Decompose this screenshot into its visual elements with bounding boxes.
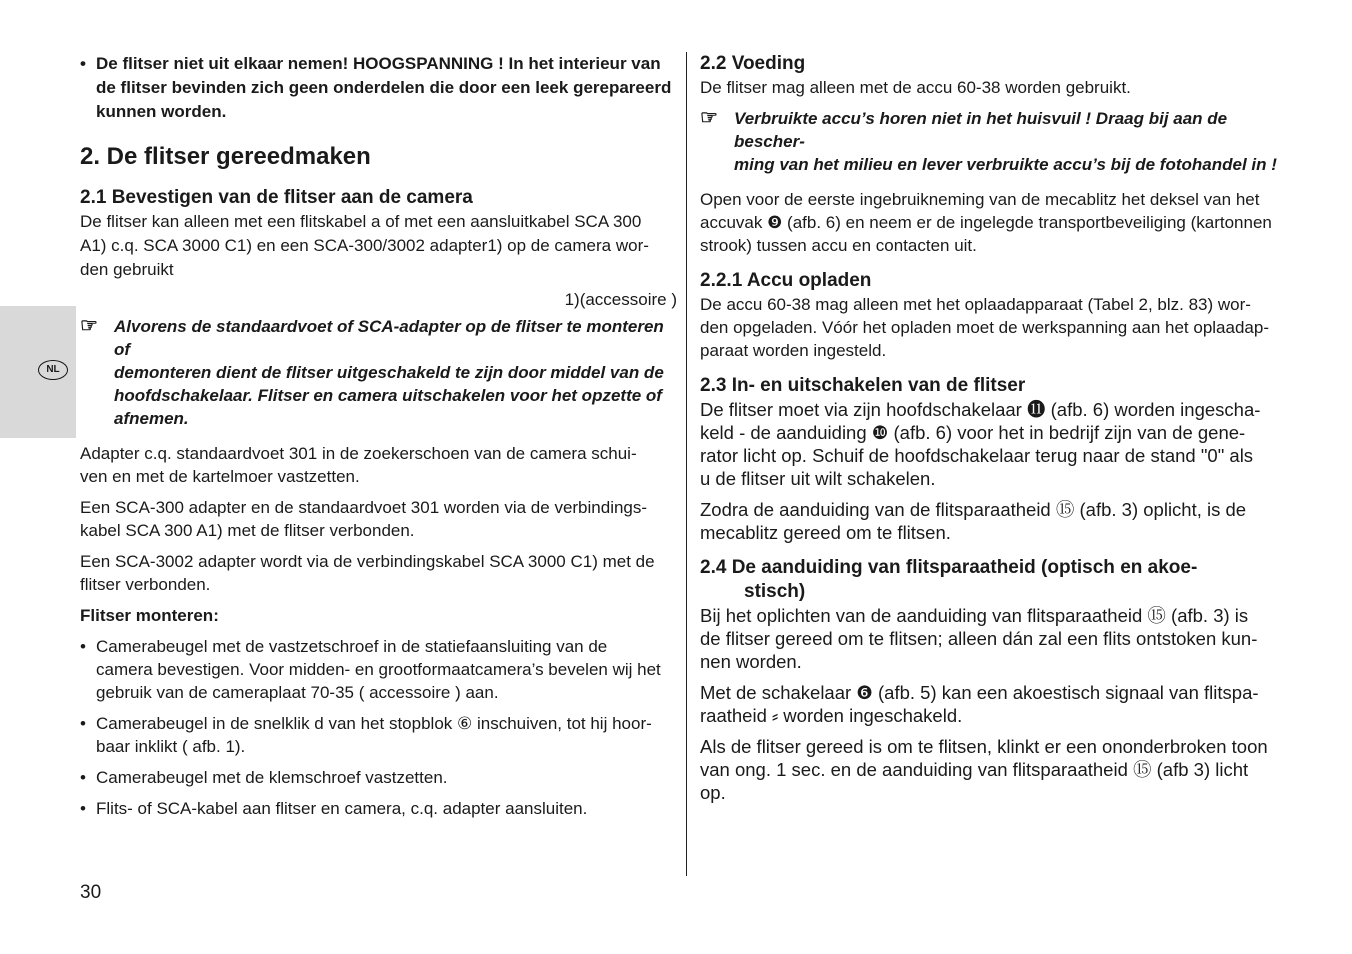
text-line: paraat worden ingesteld.: [700, 341, 887, 360]
pointing-hand-icon: ☞: [700, 107, 718, 129]
text-line: Zodra de aanduiding van de flitsparaatheid ⑮ (afb. 3) oplicht, is de: [700, 499, 1247, 520]
paragraph: [80, 496, 677, 542]
text-line: afnemen.: [114, 409, 189, 428]
text-line: Als de flitser gereed is om te flitsen, klinkt er een ononderbroken toon: [700, 736, 1268, 757]
text-line: ven en met de kartelmoer vastzetten.: [80, 467, 360, 486]
paragraph: [80, 442, 677, 488]
warning-bullet: [80, 52, 677, 124]
text-line: camera bevestigen. Voor midden- en grootformaatcamera’s bevelen wij het: [96, 660, 661, 679]
text-line: • Camerabeugel met de klemschroef vastzetten.: [96, 768, 448, 787]
language-badge: NL: [38, 360, 68, 380]
text-line: van ong. 1 sec. en de aanduiding van flitsparaatheid ⑮ (afb 3) licht: [700, 759, 1249, 780]
text-line: stisch): [744, 581, 806, 602]
paragraph: [700, 188, 1297, 257]
footnote: 1)(accessoire ): [564, 290, 677, 309]
text-line: u de flitser uit wilt schakelen.: [700, 468, 936, 489]
paragraph: De flitser mag alleen met de accu 60-38 worden gebruikt.: [700, 78, 1131, 97]
text-line: kunnen worden.: [96, 102, 227, 121]
text-line: A1) c.q. SCA 3000 C1) en een SCA-300/3002 adapter1) op de camera wor-: [80, 236, 649, 255]
chapter-title: 2. De flitser gereedmaken: [80, 143, 371, 170]
text-line: Verbruikte accu’s horen niet in het huisvuil ! Draag bij aan de bescher-: [734, 109, 1228, 151]
paragraph: [80, 210, 677, 282]
text-line: op.: [700, 782, 726, 803]
list-item: [80, 712, 677, 758]
text-line: De accu 60-38 mag alleen met het oplaadapparaat (Tabel 2, blz. 83) wor-: [700, 295, 1251, 314]
text-line: De flitser moet via zijn hoofdschakelaar ⓫ (afb. 6) worden ingescha-: [700, 399, 1261, 420]
text-line: Alvorens de standaardvoet of SCA-adapter op de flitser te monteren of: [114, 317, 664, 359]
text-line: Een SCA-3002 adapter wordt via de verbindingskabel SCA 3000 C1) met de: [80, 552, 655, 571]
text-line: den gebruikt: [80, 260, 174, 279]
text-line: den opgeladen. Vóór het opladen moet de werkspanning aan het oplaadap-: [700, 318, 1269, 337]
text-line: mecablitz gereed om te flitsen.: [700, 522, 951, 543]
text-line: 2.4 De aanduiding van flitsparaatheid (optisch en akoe-: [700, 557, 1198, 578]
text-line: Adapter c.q. standaardvoet 301 in de zoekerschoen van de camera schui-: [80, 444, 637, 463]
paragraph: [700, 498, 1297, 544]
text-line: accuvak ❾ (afb. 6) en neem er de ingelegde transportbeveiliging (kartonnen: [700, 213, 1272, 232]
left-column: [80, 52, 677, 820]
text-line: ming van het milieu en lever verbruikte accu’s bij de fotohandel in !: [734, 155, 1277, 174]
text-line: demonteren dient de flitser uitgeschakeld te zijn door middel van de: [114, 363, 664, 382]
page-number: 30: [80, 882, 102, 903]
text-line: flitser verbonden.: [80, 575, 211, 594]
paragraph: [700, 398, 1297, 490]
section-title-2-2-1: 2.2.1 Accu opladen: [700, 270, 872, 291]
section-title-2-1: 2.1 Bevestigen van de flitser aan de camera: [80, 187, 473, 208]
text-line: baar inklikt ( afb. 1).: [96, 737, 246, 756]
pointing-hand-icon: ☞: [80, 315, 98, 337]
text-line: nen worden.: [700, 651, 802, 672]
text-line: kabel SCA 300 A1) met de flitser verbonden.: [80, 521, 415, 540]
text-line: • De flitser niet uit elkaar nemen! HOOGSPANNING ! In het interieur van: [96, 54, 661, 73]
section-title-2-2: 2.2 Voeding: [700, 53, 806, 74]
text-line: • Camerabeugel met de vastzetschroef in de statiefaansluiting van de: [96, 637, 608, 656]
paragraph: [700, 681, 1297, 727]
text-line: de flitser gereed om te flitsen; alleen dán zal een flits ontstoken kun-: [700, 628, 1258, 649]
right-column: [700, 52, 1297, 804]
paragraph: [700, 293, 1297, 362]
list-item: [80, 766, 677, 789]
text-line: • Camerabeugel in de snelklik d van het stopblok ⑥ inschuiven, tot hij hoor-: [96, 714, 652, 733]
text-line: keld - de aanduiding ❿ (afb. 6) voor het in bedrijf zijn van de gene-: [700, 422, 1246, 443]
text-line: Open voor de eerste ingebruikneming van de mecablitz het deksel van het: [700, 190, 1260, 209]
text-line: Bij het oplichten van de aanduiding van flitsparaatheid ⑮ (afb. 3) is: [700, 605, 1249, 626]
text-line: • Flits- of SCA-kabel aan flitser en camera, c.q. adapter aansluiten.: [96, 799, 588, 818]
text-line: raatheid ⸗ worden ingeschakeld.: [700, 705, 963, 726]
text-line: De flitser kan alleen met een flitskabel a of met een aansluitkabel SCA 300: [80, 212, 642, 231]
section-title-2-4: [700, 556, 1297, 604]
text-line: hoofdschakelaar. Flitser en camera uitschakelen voor het opzette of: [114, 386, 662, 405]
subheading: Flitser monteren:: [80, 606, 219, 625]
text-line: rator licht op. Schuif de hoofdschakelaar terug naar de stand "0" als: [700, 445, 1254, 466]
column-divider: [686, 52, 687, 876]
paragraph: [700, 604, 1297, 673]
list-item: [80, 797, 677, 820]
paragraph: [80, 550, 677, 596]
section-title-2-3: 2.3 In- en uitschakelen van de flitser: [700, 375, 1026, 396]
text-line: strook) tussen accu en contacten uit.: [700, 236, 977, 255]
text-line: Met de schakelaar ❻ (afb. 5) kan een akoestisch signaal van flitspa-: [700, 682, 1259, 703]
text-line: de flitser bevinden zich geen onderdelen die door een leek gerepareerd: [96, 78, 672, 97]
text-line: gebruik van de cameraplaat 70-35 ( accessoire ) aan.: [96, 683, 499, 702]
paragraph: [700, 735, 1297, 804]
text-line: Een SCA-300 adapter en de standaardvoet 301 worden via de verbindings-: [80, 498, 648, 517]
note-block: [700, 107, 1297, 176]
note-block: [80, 315, 677, 430]
list-item: [80, 635, 677, 704]
